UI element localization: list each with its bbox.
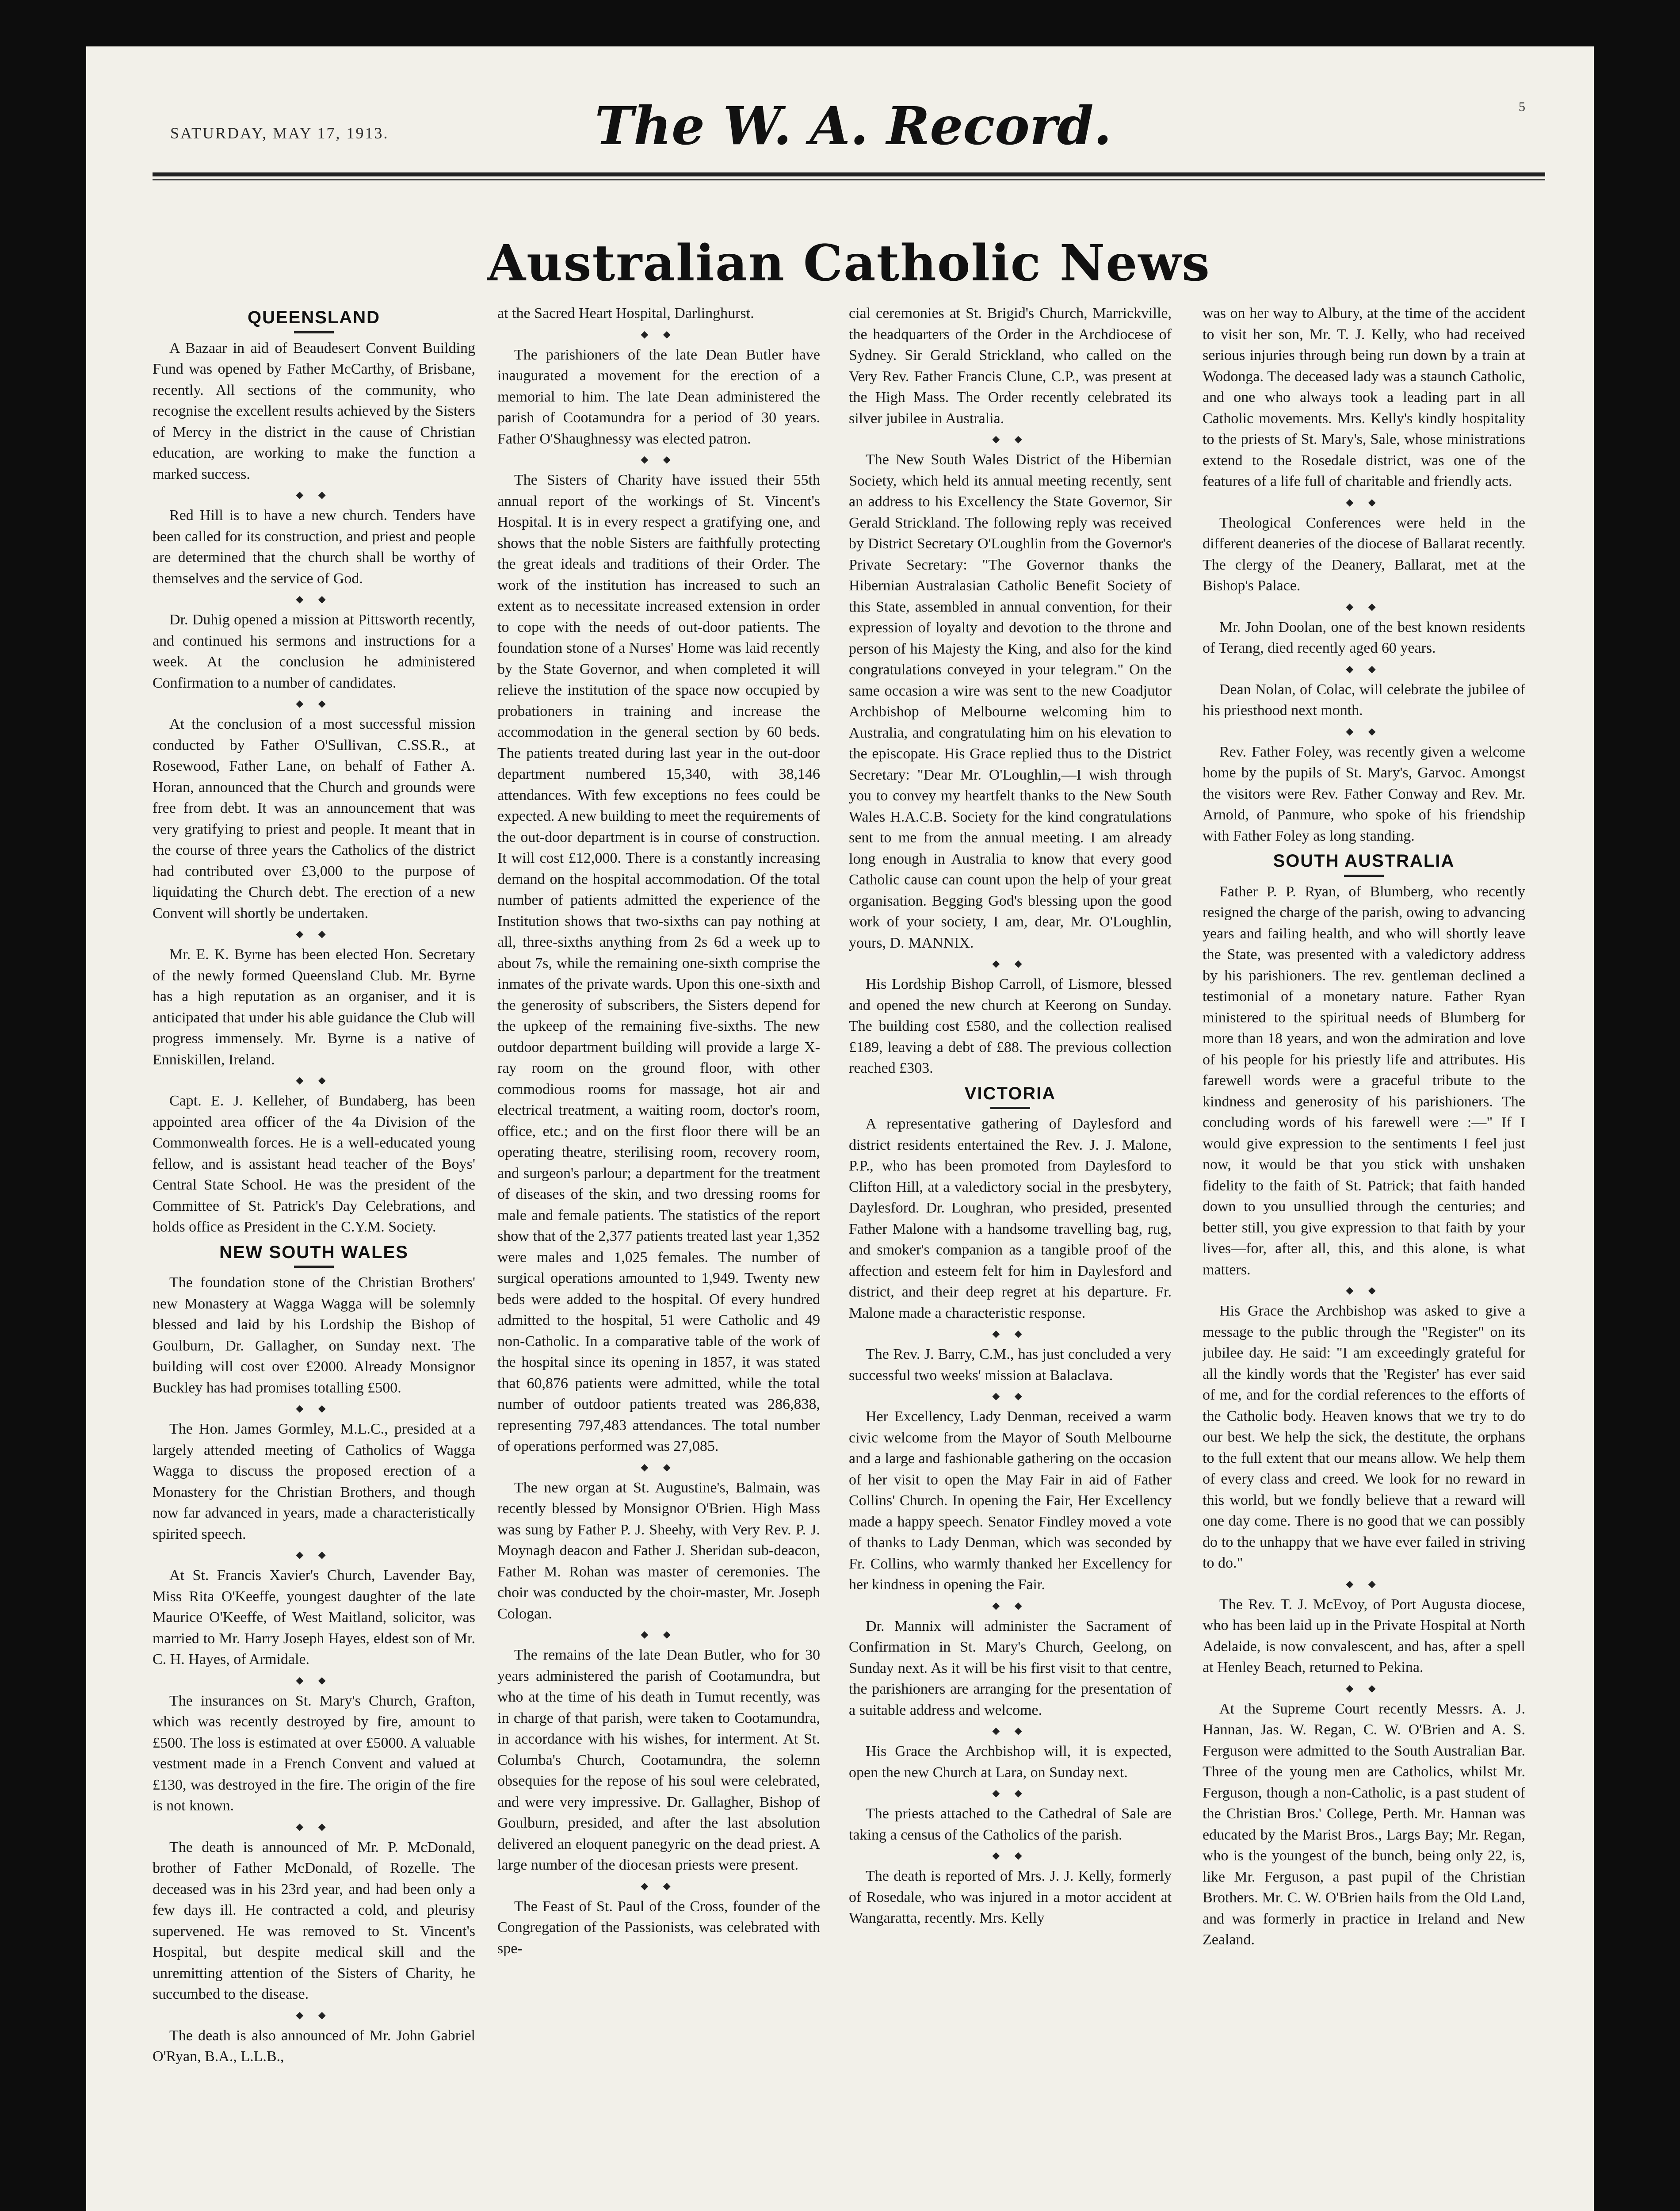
news-paragraph: The remains of the late Dean Butler, who for 30 years administered the parish of Cootamundra, but who at the time of his death in Tumut recently, was in charge of that parish, were taken to Cootamundra, in accordance with his wishes, for interment. At St. Columba's Church, Cootamundra, the solemn obsequies for the repose of his soul were celebrated, and were very impressive. Dr. Gallagher, Bishop of Goulburn, presided, and after the last absolution delivered an eloquent panegyric on the dead priest. A large number of the diocesan priests were present. — [497, 1647, 820, 1873]
item-separator: ◆ ◆ — [641, 454, 677, 465]
newspaper-title: The W. A. Record. — [595, 95, 1112, 157]
masthead-rule-thin — [153, 179, 1545, 180]
item-separator: ◆ ◆ — [296, 1075, 332, 1086]
masthead — [86, 46, 1594, 188]
issue-date: SATURDAY, MAY 17, 1913. — [170, 124, 389, 142]
section-headline: Australian Catholic News — [487, 234, 1210, 293]
item-separator: ◆ ◆ — [641, 1880, 677, 1891]
news-paragraph: The insurances on St. Mary's Church, Grafton, which was recently destroyed by fire, amount to £500. The loss is estimated at over £5000. A valuable vestment made in a French Convent and valued at £130, was destroyed in the fire. The origin of the fire is not known. — [153, 1692, 475, 1814]
item-separator: ◆ ◆ — [296, 1674, 332, 1686]
news-paragraph: His Grace the Archbishop will, it is expected, open the new Church at Lara, on Sunday next. — [849, 1743, 1172, 1781]
news-paragraph: A Bazaar in aid of Beaudesert Convent Building Fund was opened by Father McCarthy, of Brisbane, recently. All sections of the community, who recognise the excellent results achieved by the Sisters of Mercy in the district in the cause of Christian education, are working to make the function a marked success. — [153, 340, 475, 482]
news-paragraph: His Lordship Bishop Carroll, of Lismore, blessed and opened the new church at Keerong on Sunday. The building cost £580, and the collection realised £189, leaving a debt of £88. The previous collection reached £303. — [849, 976, 1172, 1076]
news-paragraph: Red Hill is to have a new church. Tenders have been called for its construction, and priest and people are determined that the church shall be worthy of themselves and the service of God. — [153, 507, 475, 587]
news-paragraph: At St. Francis Xavier's Church, Lavender Bay, Miss Rita O'Keeffe, youngest daughter of the late Maurice O'Keeffe, of West Maitland, solicitor, was married to Mr. Harry Joseph Hayes, eldest son of Mr. C. H. Hayes, of Armidale. — [153, 1567, 475, 1668]
item-separator: ◆ ◆ — [641, 328, 677, 340]
news-paragraph: Father P. P. Ryan, of Blumberg, who recently resigned the charge of the parish, owing to advancing years and failing health, and who will shortly leave the State, was presented with a valedictory address by his parishioners. The rev. gentleman declined a testimonial of a monetary nature. Father Ryan ministered to the spiritual needs of Blumberg for more than 18 years, and won the admiration and love of his people for his priestly life and attributes. His farewell words were a graceful tribute to the kindness and generosity of his parishioners. The concluding words of his farewell were :—" If I would give expression to the sentiments I feel just now, it would be that you stick with unshaken fidelity to the faith of St. Patrick; that faith handed down to you unsullied through the centuries; and better still, you give expression to that faith by your lives—for, after all, this, and this alone, is what matters. — [1203, 883, 1525, 1278]
item-separator: ◆ ◆ — [296, 1403, 332, 1414]
item-separator: ◆ ◆ — [992, 1725, 1028, 1736]
item-separator: ◆ ◆ — [1346, 496, 1382, 508]
column-2 — [497, 303, 820, 2211]
item-separator: ◆ ◆ — [1346, 1578, 1382, 1589]
item-separator: ◆ ◆ — [296, 593, 332, 604]
region-heading: NEW SOUTH WALES — [153, 1242, 475, 1268]
news-paragraph: The Rev. J. Barry, C.M., has just concluded a very successful two weeks' mission at Balaclava. — [849, 1346, 1172, 1384]
item-separator: ◆ ◆ — [1346, 663, 1382, 674]
news-paragraph: A representative gathering of Daylesford and district residents entertained the Rev. J. J. Malone, P.P., who has been promoted from Daylesford to Clifton Hill, at a valedictory social in the presbytery, Daylesford. Dr. Loughran, who presided, presented Father Malone with a handsome travelling bag, rug, and smoker's companion as a tangible proof of the affection and esteem felt for him in Daylesford and district, and their deep regret at his departure. Fr. Malone made a characteristic response. — [849, 1116, 1172, 1321]
item-separator: ◆ ◆ — [296, 1821, 332, 1832]
item-separator: ◆ ◆ — [296, 1549, 332, 1560]
item-separator: ◆ ◆ — [992, 433, 1028, 444]
news-paragraph: The parishioners of the late Dean Butler have inaugurated a movement for the erection of a memorial to him. The late Dean administered the parish of Cootamundra for a period of 30 years. Father O'Shaughnessy was elected patron. — [497, 346, 820, 447]
news-paragraph: The foundation stone of the Christian Brothers' new Monastery at Wagga Wagga will be solemnly blessed and laid by his Lordship the Bishop of Goulburn, Dr. Gallagher, on Sunday next. The building will cost over £2000. Already Monsignor Buckley has had promises totalling £500. — [153, 1274, 475, 1396]
news-paragraph: The death is reported of Mrs. J. J. Kelly, formerly of Rosedale, who was injured in a motor accident at Wangaratta, recently. Mrs. Kelly — [849, 1868, 1172, 1926]
page-number: 5 — [1519, 99, 1525, 114]
region-heading: SOUTH AUSTRALIA — [1203, 851, 1525, 877]
item-separator: ◆ ◆ — [992, 1850, 1028, 1861]
news-paragraph: Dr. Mannix will administer the Sacrament of Confirmation in St. Mary's Church, Geelong, on Sunday next. As it will be his first visit to that centre, the parishioners are arranging for the presentation of a suitable address and welcome. — [849, 1618, 1172, 1718]
item-separator: ◆ ◆ — [1346, 601, 1382, 612]
news-paragraph: The death is announced of Mr. P. McDonald, brother of Father McDonald, of Rozelle. The deceased was in his 23rd year, and had been only a few days ill. He contracted a cold, and pleurisy supervened. He was removed to St. Vincent's Hospital, but despite medical skill and the unremitting attention of the Sisters of Charity, he succumbed to the disease. — [153, 1839, 475, 2002]
item-separator: ◆ ◆ — [992, 1599, 1028, 1611]
news-paragraph: The Feast of St. Paul of the Cross, founder of the Congregation of the Passionists, was celebrated with spe- — [497, 1898, 820, 1957]
news-paragraph: His Grace the Archbishop was asked to give a message to the public through the "Register" on its jubilee day. He said: "I am exceedingly grateful for all the kindly words that the 'Register' has ever said of me, and for the cordial references to the efforts of the Catholic body. Heaven knows that we try to do our best. We help the sick, the destitute, the orphans to the full extent that our means allow. We help them of every class and creed. We look for no reward in this world, but we fondly believe that a reward will one day come. There is no good that we can possibly do to the unhappy that we have ever failed in striving to do." — [1203, 1303, 1525, 1571]
news-paragraph: Rev. Father Foley, was recently given a welcome home by the pupils of St. Mary's, Garvoc. Amongst the visitors were Rev. Father Conway and Rev. Mr. Arnold, of Panmure, who spoke of his friendship with Father Foley as long standing. — [1203, 743, 1525, 844]
region-heading: VICTORIA — [849, 1083, 1172, 1109]
masthead-rule — [153, 172, 1545, 176]
item-separator: ◆ ◆ — [641, 1629, 677, 1640]
item-separator: ◆ ◆ — [296, 698, 332, 709]
continued-paragraph: at the Sacred Heart Hospital, Darlinghurst. — [497, 305, 754, 321]
item-separator: ◆ ◆ — [992, 958, 1028, 969]
news-paragraph: The New South Wales District of the Hibernian Society, which held its annual meeting recently, sent an address to his Excellency the State Governor, Sir Gerald Strickland. The following reply was received by District Secretary O'Loughlin from the Governor's Private Secretary: "The Governor thanks the Hibernian Australasian Catholic Benefit Society of this State, assembled in annual convention, for their expression of loyalty and devotion to the throne and person of his Majesty the King, and also for the kind congratulations conveyed in your telegram." On the same occasion a wire was sent to the new Coadjutor Archbishop of Melbourne welcoming him to Australia, and congratulating him on his elevation to the episcopate. His Grace replied thus to the District Secretary: "Dear Mr. O'Loughlin,—I wish through you to convey my heartfelt thanks to the New South Wales H.A.C.B. Society for the kind congratulations sent to me from the annual meeting. I am already long enough in Australia to know that every good Catholic cause can count upon the help of your great organisation. Begging God's blessing upon the good work of your society, I am, dear, Mr. O'Loughlin, yours, D. MANNIX. — [849, 451, 1172, 951]
newspaper-page — [86, 46, 1594, 2211]
item-separator: ◆ ◆ — [296, 489, 332, 500]
news-paragraph: At the Supreme Court recently Messrs. A. J. Hannan, Jas. W. Regan, C. W. O'Brien and A. S. Ferguson were admitted to the South Australian Bar. Three of the young men are Catholics, whilst Mr. Ferguson, though a non-Catholic, is a past student of the Christian Bros.' College, Perth. Mr. Hannan was educated by the Marist Bros., Largs Bay; Mr. Regan, who is the youngest of the bunch, being only 22, is, like Mr. Ferguson, a past pupil of the Christian Brothers. Mr. C. W. O'Brien hails from the Old Land, and was formerly in practice in Ireland and New Zealand. — [1203, 1700, 1525, 1948]
news-paragraph: The Hon. James Gormley, M.L.C., presided at a largely attended meeting of Catholics of Wagga Wagga to discuss the proposed erection of a Monastery for the Christian Brothers, and though now far advanced in years, made a characteristically spirited speech. — [153, 1421, 475, 1542]
item-separator: ◆ ◆ — [1346, 1285, 1382, 1296]
item-separator: ◆ ◆ — [296, 2009, 332, 2020]
news-paragraph: The priests attached to the Cathedral of Sale are taking a census of the Catholics of the parish. — [849, 1806, 1172, 1843]
continued-paragraph: was on her way to Albury, at the time of the accident to visit her son, Mr. T. J. Kelly, who had received serious injuries through being run down by a train at Wodonga. The deceased lady was a staunch Catholic, and one who always took a leading part in all Catholic movements. Mrs. Kelly's kindly hospitality to the priests of St. Mary's, Sale, whose ministrations extend to the Rosedale district, was one of the features of a life full of charitable and friendly acts. — [1203, 305, 1525, 490]
item-separator: ◆ ◆ — [1346, 1682, 1382, 1694]
news-paragraph: Theological Conferences were held in the different deaneries of the diocese of Ballarat recently. The clergy of the Deanery, Ballarat, met at the Bishop's Palace. — [1203, 514, 1525, 594]
news-paragraph: The death is also announced of Mr. John Gabriel O'Ryan, B.A., L.L.B., — [153, 2027, 475, 2065]
news-paragraph: At the conclusion of a most successful mission conducted by Father O'Sullivan, C.SS.R., at Rosewood, Father Lane, on behalf of Father A. Horan, announced that the Church and grounds were free from debt. It was an announcement that was very gratifying to priest and people. It meant that in the course of three years the Catholics of the district had contributed over £3,000 to the purpose of liquidating the Church debt. The erection of a new Convent will shortly be undertaken. — [153, 716, 475, 922]
news-paragraph: Mr. E. K. Byrne has been elected Hon. Secretary of the newly formed Queensland Club. Mr. Byrne has a high reputation as an organiser, and it is anticipated that under his able guidance the Club will progress immensely. Mr. Byrne is a native of Enniskillen, Ireland. — [153, 946, 475, 1068]
item-separator: ◆ ◆ — [992, 1328, 1028, 1339]
column-3 — [849, 303, 1172, 2211]
column-1 — [153, 303, 475, 2211]
item-separator: ◆ ◆ — [992, 1787, 1028, 1798]
item-separator: ◆ ◆ — [296, 928, 332, 939]
item-separator: ◆ ◆ — [992, 1390, 1028, 1401]
news-paragraph: Dean Nolan, of Colac, will celebrate the jubilee of his priesthood next month. — [1203, 681, 1525, 719]
news-paragraph: Dr. Duhig opened a mission at Pittsworth recently, and continued his sermons and instructions for a week. At the conclusion he administered Confirmation to a number of candidates. — [153, 612, 475, 691]
item-separator: ◆ ◆ — [641, 1461, 677, 1473]
news-paragraph: The new organ at St. Augustine's, Balmain, was recently blessed by Monsignor O'Brien. High Mass was sung by Father P. J. Sheehy, with Very Rev. P. J. Moynagh deacon and Father J. Sheridan sub-deacon, Father M. Rohan was master of ceremonies. The choir was conducted by the choir-master, Mr. Joseph Cologan. — [497, 1479, 820, 1622]
news-paragraph: Capt. E. J. Kelleher, of Bundaberg, has been appointed area officer of the 4a Division of the Commonwealth forces. He is a well-educated young fellow, and is assistant head teacher of the Boys' Central State School. He was the president of the Committee of St. Patrick's Day Celebrations, and holds office as President in the C.Y.M. Society. — [153, 1093, 475, 1235]
region-heading: QUEENSLAND — [153, 307, 475, 333]
news-paragraph: Mr. John Doolan, one of the best known residents of Terang, died recently aged 60 years. — [1203, 619, 1525, 656]
news-paragraph: Her Excellency, Lady Denman, received a warm civic welcome from the Mayor of South Melbourne and a large and fashionable gathering on the occasion of her visit to open the May Fair in aid of Father Collins' Church. In opening the Fair, Her Excellency made a happy speech. Senator Findley moved a vote of thanks to Lady Denman, which was seconded by Fr. Collins, who warmly thanked her Excellency for her kindness in opening the Fair. — [849, 1408, 1172, 1593]
news-paragraph: The Rev. T. J. McEvoy, of Port Augusta diocese, who has been laid up in the Private Hospital at North Adelaide, is now convalescent, and has, after a spell at Henley Beach, returned to Pekina. — [1203, 1596, 1525, 1675]
continued-paragraph: cial ceremonies at St. Brigid's Church, Marrickville, the headquarters of the Order in the Archdiocese of Sydney. Sir Gerald Strickland, who called on the Very Rev. Father Francis Clune, C.P., was present at the High Mass. The Order recently celebrated its silver jubilee in Australia. — [849, 305, 1172, 427]
news-paragraph: The Sisters of Charity have issued their 55th annual report of the workings of St. Vincent's Hospital. It is in every respect a gratifying one, and shows that the noble Sisters are faithfully protecting the great ideals and traditions of their Order. The work of the institution has increased to such an extent as to necessitate increased extension in order to cope with the needs of out-door patients. The foundation stone of a Nurses' Home was laid recently by the State Governor, and when completed it will relieve the institution of the space now occupied by probationers in training and increase the accommodation in the general section by 60 beds. The patients treated during last year in the out-door department numbered 15,340, with 38,146 attendances. With few exceptions no fees could be expected. A new building to meet the requirements of the out-door department is in course of construction. It will cost £12,000. There is a constantly increasing demand on the hospital accommodation. Of the total number of patients admitted the experience of the Institution shows that two-sixths can pay nothing at all, three-sixths anything from 2s 6d a week up to about 7s, while the remaining one-sixth comprise the inmates of the private wards. Upon this one-sixth and the generosity of subscribers, the Sisters depend for the upkeep of the remaining five-sixths. The new outdoor department building will provide a large X-ray room on the ground floor, with other commodious rooms for massage, hot air and electrical treatment, a waiting room, doctor's room, office, etc.; and on the first floor there will be an operating theatre, sterilising room, recovery room, and surgeon's parlour; a department for the treatment of diseases of the skin, and two dressing rooms for male and female patients. The statistics of the report show that of the 2,377 patients treated last year 1,352 were males and 1,025 females. The number of surgical operations amounted to 1,949. Twenty new beds were added to the hospital. Of every hundred admitted to the hospital, 51 were Catholic and 49 non-Catholic. In a comparative table of the work of the hospital since its opening in 1857, it was stated that 60,876 patients were admitted, while the total number of outdoor patients treated was 286,838, representing 797,483 attendances. The total number of operations performed was 27,085. — [497, 472, 820, 1454]
item-separator: ◆ ◆ — [1346, 725, 1382, 737]
column-4 — [1203, 303, 1525, 2211]
